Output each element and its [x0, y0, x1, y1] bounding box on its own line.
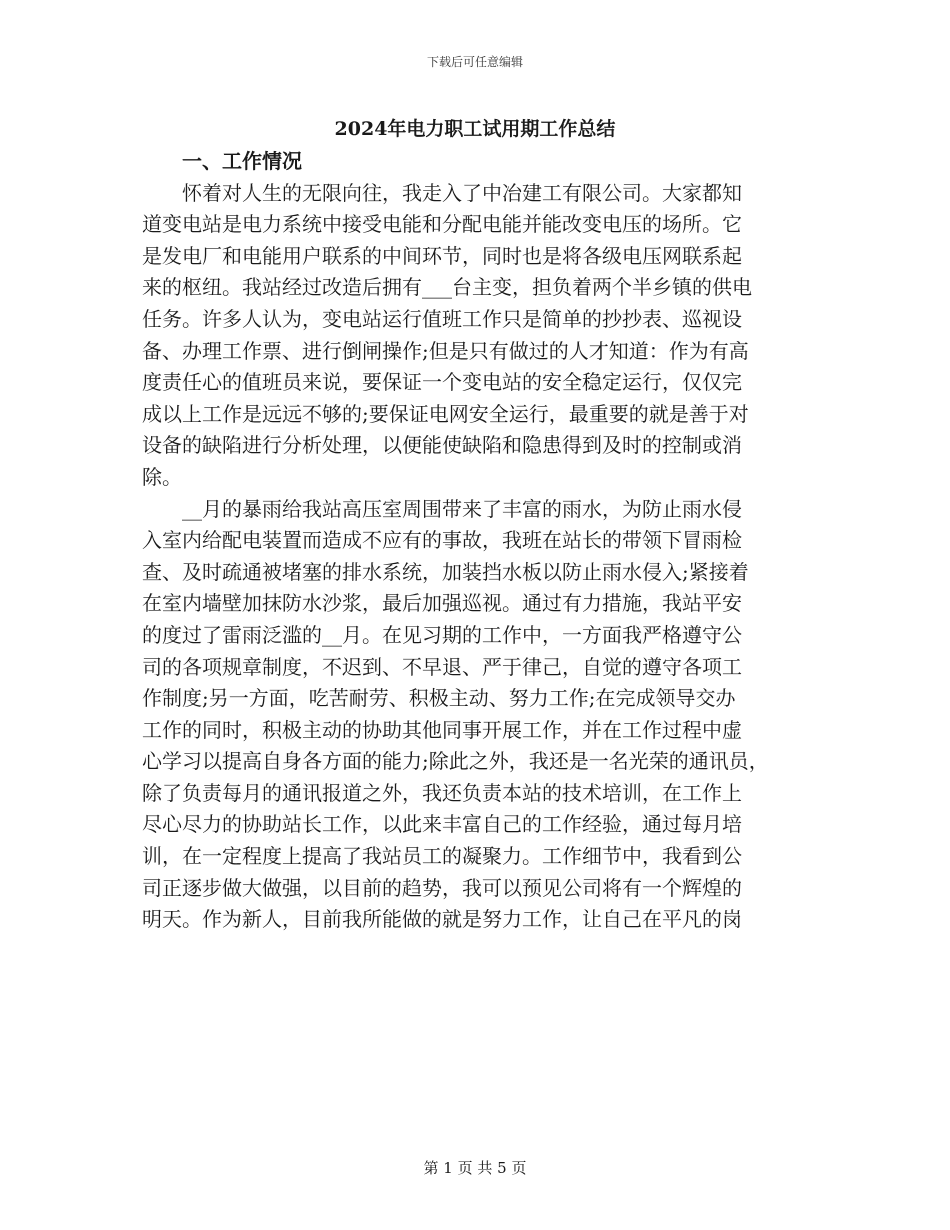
- text-line: 来的枢纽。我站经过改造后拥有___台主变，担负着两个半乡镇的供电: [142, 275, 752, 300]
- text-line: 司的各项规章制度，不迟到、不早退、严于律己，自觉的遵守各项工: [142, 654, 742, 679]
- paragraph-1: [142, 178, 812, 494]
- text-line: 在室内墙壁加抹防水沙浆，最后加强巡视。通过有力措施，我站平安: [142, 591, 742, 616]
- text-line: 作制度;另一方面，吃苦耐劳、积极主动、努力工作;在完成领导交办: [142, 686, 736, 711]
- text-line: 明天。作为新人，目前我所能做的就是努力工作，让自己在平凡的岗: [142, 907, 742, 932]
- text-line: 入室内给配电装置而造成不应有的事故，我班在站长的带领下冒雨检: [142, 528, 742, 553]
- text-line: 度责任心的值班员来说，要保证一个变电站的安全稳定运行，仅仅完: [142, 370, 742, 395]
- text-line: __月的暴雨给我站高压室周围带来了丰富的雨水，为防止雨水侵: [182, 496, 742, 521]
- text-line: 的度过了雷雨泛滥的__月。在见习期的工作中，一方面我严格遵守公: [142, 622, 742, 647]
- text-line: 尽心尽力的协助站长工作，以此来丰富自己的工作经验，通过每月培: [142, 812, 742, 837]
- text-line: 查、及时疏通被堵塞的排水系统，加装挡水板以防止雨水侵入;紧接着: [142, 559, 749, 584]
- document-title: 2024年电力职工试用期工作总结: [334, 118, 616, 140]
- text-line: 道变电站是电力系统中接受电能和分配电能并能改变电压的场所。它: [142, 212, 742, 237]
- text-line: 司正逐步做大做强，以目前的趋势，我可以预见公司将有一个辉煌的: [142, 875, 742, 900]
- text-line: 训，在一定程度上提高了我站员工的凝聚力。工作细节中，我看到公: [142, 844, 742, 869]
- page-header-note: 下载后可任意编辑: [426, 55, 523, 69]
- text-line: 设备的缺陷进行分析处理，以便能使缺陷和隐患得到及时的控制或消: [142, 433, 742, 458]
- text-line: 成以上工作是远远不够的;要保证电网安全运行，最重要的就是善于对: [142, 401, 749, 426]
- text-line: 任务。许多人认为，变电站运行值班工作只是简单的抄抄表、巡视设: [142, 306, 742, 331]
- text-line: 备、办理工作票、进行倒闸操作;但是只有做过的人才知道：作为有高: [142, 338, 749, 363]
- section-heading: 一、工作情况: [182, 149, 302, 173]
- page-number: 第 1 页 共 5 页: [423, 1159, 527, 1177]
- document-body: [142, 146, 812, 936]
- text-line: 怀着对人生的无限向往，我走入了中冶建工有限公司。大家都知: [182, 180, 742, 205]
- text-line: 除了负责每月的通讯报道之外，我还负责本站的技术培训，在工作上: [142, 780, 742, 805]
- paragraph-2: [142, 494, 812, 936]
- text-line: 是发电厂和电能用户联系的中间环节，同时也是将各级电压网联系起: [142, 243, 742, 268]
- text-line: 工作的同时，积极主动的协助其他同事开展工作，并在工作过程中虚: [142, 717, 742, 742]
- text-line: 除。: [142, 464, 182, 489]
- text-line: 心学习以提高自身各方面的能力;除此之外，我还是一名光荣的通讯员，: [142, 749, 769, 774]
